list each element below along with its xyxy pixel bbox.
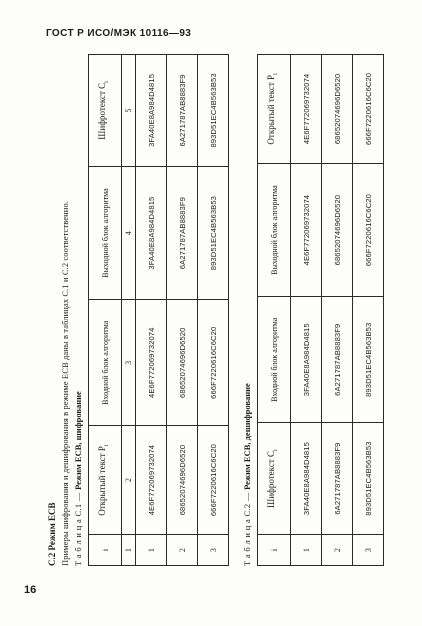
document-header: ГОСТ Р ИСО/МЭК 10116—93 (46, 28, 192, 39)
table1-header-row (89, 55, 122, 566)
table-row: 2 68652074696D6520 68652074696D6520 6A271787AB8883F9 6A271787AB8883F9 (167, 55, 198, 566)
table1-col-ciphertext: Шифротекст $C_i$ (89, 55, 122, 167)
table2-caption-prefix: Т а б л и ц а С.2 — (242, 489, 252, 566)
section-title: С.2 Режим ЕСВ (47, 502, 57, 566)
table2-col-plaintext: Открытый текст $P_i$ (258, 55, 291, 164)
rotated-content (46, 46, 384, 566)
table2-col-input-block: Входной блок алгоритма (258, 297, 291, 423)
table2-col-index: i (258, 535, 291, 566)
table2-header-row (258, 55, 291, 566)
table1-col-input-block: Входной блок алгоритма (89, 300, 122, 426)
table1-caption-prefix: Т а б л и ц а С.1 — (73, 489, 83, 566)
table2-caption (242, 46, 253, 566)
table1-col-plaintext: Открытый текст $P_i$ (89, 426, 122, 535)
table-row: 1 3FA40E8A984D4815 3FA40E8A984D4815 4E6F772069732074 4E6F772069732074 (291, 55, 322, 566)
table2-caption-title: Режим ЕСВ, дешифрование (242, 383, 252, 490)
table-row: 1 4E6F772069732074 4E6F772069732074 3FA40E8A984D4815 3FA40E8A984D4815 (136, 55, 167, 566)
table-row: 2 6A271787AB8883F9 6A271787AB8883F9 68652074696D6520 68652074696D6520 (322, 55, 353, 566)
table1-col-output-block: Выходной блок алгоритма (89, 166, 122, 300)
table1-caption (73, 46, 84, 566)
table-row: 3 666F7220616C6C20 666F7220616C6C20 893D51EC4B563B53 893D51EC4B563B53 (198, 55, 229, 566)
table-row: 3 893D51EC4B563B53 893D51EC4B563B53 666F7220616C6C20 666F7220616C6C20 (353, 55, 384, 566)
table2 (257, 54, 384, 566)
table1-col-index: i (89, 535, 122, 566)
table2-col-output-block: Выходной блок алгоритма (258, 163, 291, 297)
page-number: 16 (24, 584, 37, 596)
intro-paragraph: Примеры шифрования и дешифрования в режиме ЕСВ даны в таблицах С.1 и С.2 соответственно. (60, 200, 70, 566)
table2-col-ciphertext: Шифротекст $C_i$ (258, 423, 291, 535)
table1-caption-title: Режим ЕСВ, шифрование (73, 391, 83, 490)
table1-column-numbers: 1 2 3 4 5 (122, 55, 136, 566)
table1 (88, 54, 229, 566)
